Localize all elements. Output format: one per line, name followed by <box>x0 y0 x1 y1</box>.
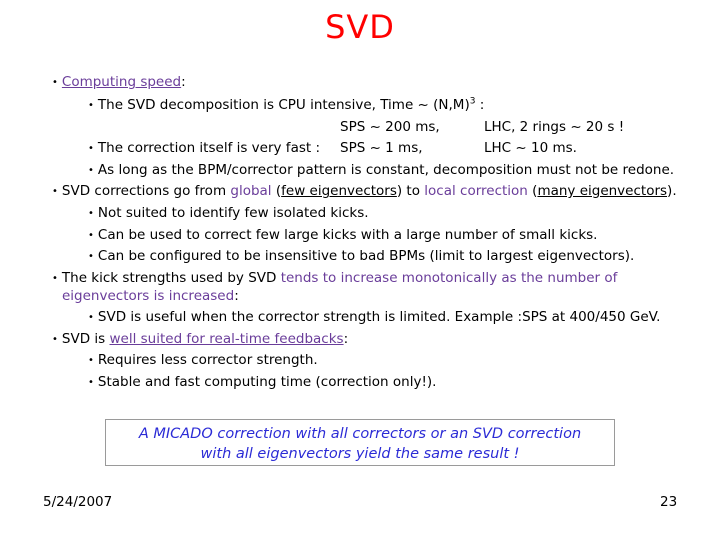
bullet-stable-fast <box>88 373 436 393</box>
bullet-icon: • <box>52 77 58 88</box>
bullet-icon: • <box>88 100 94 111</box>
colon: : <box>234 288 239 304</box>
corrector-limited-text: SVD is useful when the corrector strength is limited. Example :SPS at 400/450 GeV. <box>97 309 661 325</box>
bullet-correct-kicks <box>88 226 597 246</box>
bullet-icon: • <box>88 377 94 388</box>
correction-fast-text: The correction itself is very fast : <box>97 140 321 156</box>
bullet-kick-strengths <box>52 269 617 289</box>
svd-cpu-text: The SVD decomposition is CPU intensive, Time ~ (N,M) <box>97 97 470 113</box>
many-eigenvectors-text: many eigenvectors <box>537 183 668 199</box>
bullet-icon: • <box>88 165 94 176</box>
conclusion-line-2: with all eigenvectors yield the same result ! <box>200 446 520 462</box>
colon: : <box>343 331 349 347</box>
computing-speed-link[interactable]: Computing speed <box>61 74 182 90</box>
few-eigenvectors-text: few eigenvectors <box>281 183 397 199</box>
bullet-icon: • <box>52 186 58 197</box>
decomposition-text: As long as the BPM/corrector pattern is constant, decomposition must not be redone. <box>97 162 675 178</box>
colon: : <box>475 97 485 113</box>
sps-time-200: SPS ~ 200 ms, <box>340 119 440 135</box>
text: ) to <box>396 183 425 199</box>
bullet-icon: • <box>88 312 94 323</box>
bullet-computing-speed <box>52 73 186 93</box>
bullet-icon: • <box>88 230 94 241</box>
colon: : <box>181 74 186 90</box>
footer-date: 5/24/2007 <box>43 494 113 510</box>
stable-fast-text: Stable and fast computing time (correction only!). <box>97 374 437 390</box>
lhc-time-20s: LHC, 2 rings ~ 20 s ! <box>484 119 625 135</box>
bullet-real-time <box>52 330 348 350</box>
monotonic-text: tends to increase monotonically as the number of <box>280 270 618 286</box>
bullet-bad-bpms <box>88 247 634 267</box>
bullet-icon: • <box>88 208 94 219</box>
bullet-icon: • <box>88 251 94 262</box>
page-number: 23 <box>660 494 678 510</box>
text: ( <box>271 183 282 199</box>
not-suited-text: Not suited to identify few isolated kicks. <box>97 205 369 221</box>
bullet-icon: • <box>88 355 94 366</box>
exponent: 3 <box>469 96 476 107</box>
bullet-decomposition <box>88 161 674 181</box>
global-text: global <box>230 183 272 199</box>
bullet-icon: • <box>52 273 58 284</box>
bullet-less-strength <box>88 351 318 371</box>
bad-bpms-text: Can be configured to be insensitive to bad BPMs (limit to largest eigenvectors). <box>97 248 635 264</box>
lhc-time-10ms: LHC ~ 10 ms. <box>484 140 577 156</box>
correct-kicks-text: Can be used to correct few large kicks with a large number of small kicks. <box>97 227 598 243</box>
bullet-icon: • <box>88 143 94 154</box>
text: SVD corrections go from <box>61 183 231 199</box>
sps-time-1ms: SPS ~ 1 ms, <box>340 140 423 156</box>
local-correction-text: local correction <box>424 183 528 199</box>
text: SVD is <box>61 331 110 347</box>
bullet-not-suited <box>88 204 369 224</box>
conclusion-text <box>105 424 615 464</box>
text: ). <box>667 183 677 199</box>
bullet-svd-cpu <box>88 96 484 116</box>
bullet-global-local <box>52 182 677 202</box>
real-time-feedbacks-link[interactable]: well suited for real-time feedbacks <box>109 331 344 347</box>
kick-strengths-cont <box>62 287 239 305</box>
text: The kick strengths used by SVD <box>61 270 281 286</box>
bullet-correction-fast <box>88 139 320 159</box>
slide-title: SVD <box>325 8 395 46</box>
bullet-corrector-limited <box>88 308 660 328</box>
bullet-icon: • <box>52 334 58 345</box>
conclusion-line-1: A MICADO correction with all correctors or an SVD correction <box>138 426 582 442</box>
eigenvectors-increased-text: eigenvectors is increased <box>62 288 235 304</box>
less-strength-text: Requires less corrector strength. <box>97 352 318 368</box>
text: ( <box>527 183 538 199</box>
